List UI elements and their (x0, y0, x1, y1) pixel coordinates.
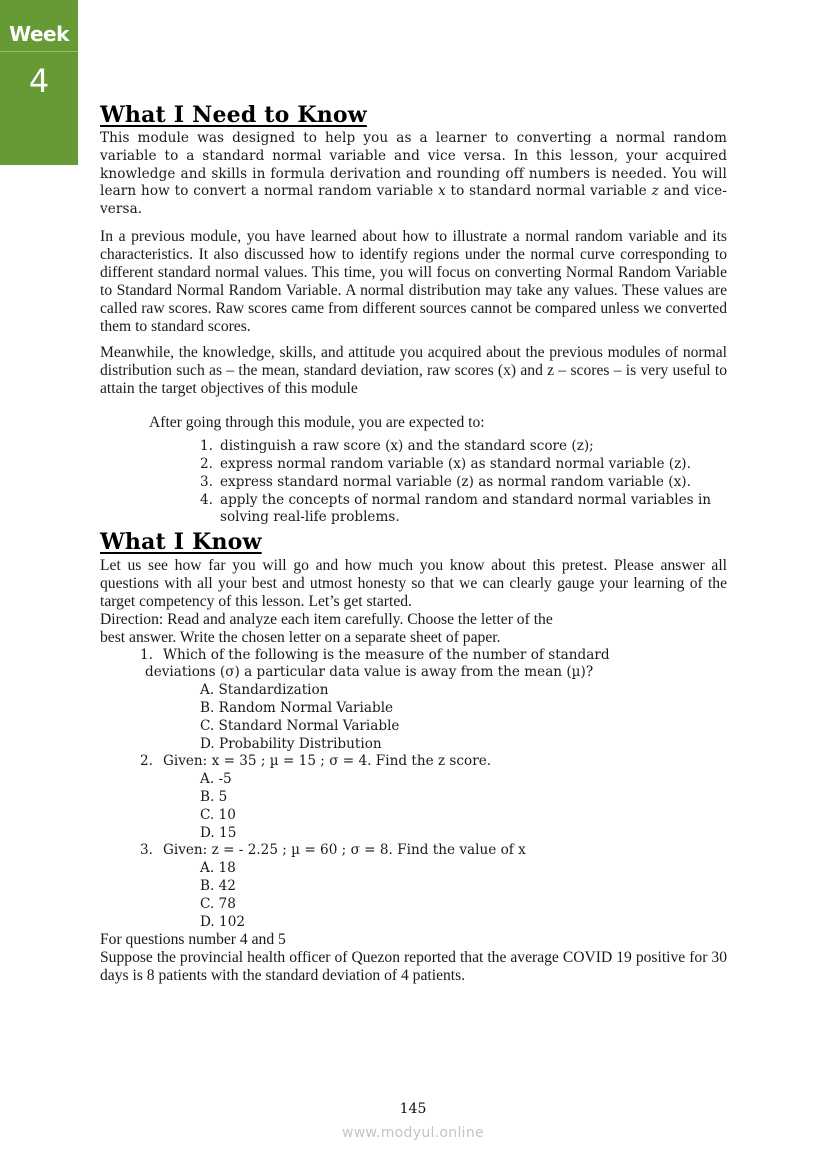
text-middle: to standard normal variable (445, 183, 652, 200)
objective-number: 3. (200, 473, 213, 490)
paragraph-module-purpose (100, 130, 727, 219)
question-3 (100, 842, 727, 931)
objective-number: 1. (200, 438, 213, 455)
direction-line-1: Direction: Read and analyze each item carefully. Choose the letter of the (100, 610, 553, 628)
objective-number: 2. (200, 455, 213, 472)
choice-d: D. 15 (200, 824, 237, 841)
objectives-intro: After going through this module, you are expected to: (149, 414, 485, 432)
text-before-x: This module was designed to help you as a learner to converting a normal random variable to a standard normal variable and vice versa. In this lesson, your acquired knowledge and skills in formula derivation and rounding off numbers is needed. You will learn how to convert a normal random variable (100, 130, 727, 200)
followup-scenario: Suppose the provincial health officer of Quezon reported that the average COVID 19 positive for 30 days is 8 patients with the standard deviation of 4 patients. (100, 949, 727, 985)
objective-text: distinguish a raw score (x) and the standard score (z); (220, 438, 594, 455)
objective-text: express normal random variable (x) as standard normal variable (z). (220, 455, 691, 472)
variable-x: x (437, 183, 446, 200)
page-content (100, 100, 727, 985)
paragraph-meanwhile: Meanwhile, the knowledge, skills, and attitude you acquired about the previous modules of normal distribution such as – the mean, standard deviation, raw scores (x) and z – scores – is very useful to attain the target objectives of this module (100, 344, 727, 398)
pretest-intro: Let us see how far you will go and how much you know about this pretest. Please answer all questions with all your best and utmost honesty so that we can clearly gauge your learning of the target competency of this lesson. Let’s get started. (100, 557, 727, 610)
objective-item (100, 438, 727, 456)
objective-number: 4. (200, 491, 213, 508)
page-number: 145 (399, 1101, 427, 1117)
choice-b: B. 5 (200, 789, 228, 806)
choice-b: B. 42 (200, 878, 236, 895)
week-number: 4 (28, 62, 50, 100)
question-stem (100, 647, 727, 665)
question-1 (100, 647, 727, 754)
heading-what-i-need-to-know: What I Need to Know (100, 102, 367, 128)
week-tab (0, 0, 78, 165)
question-number: 3. (140, 842, 153, 859)
followup-label: For questions number 4 and 5 (100, 931, 286, 949)
choice-c: C. 78 (200, 895, 236, 912)
choice-d: D. 102 (200, 913, 246, 930)
choice-c: C. Standard Normal Variable (200, 717, 400, 734)
choice-c: C. 10 (200, 806, 236, 823)
question-number: 2. (140, 753, 153, 770)
question-text: Which of the following is the measure of the number of standard (163, 646, 610, 663)
text-after-z: and vice-versa. (100, 183, 727, 218)
choice-a: A. -5 (200, 771, 232, 788)
choice-a: A. Standardization (200, 682, 329, 699)
variable-z: z (651, 183, 659, 200)
question-stem (100, 753, 727, 771)
objective-item (100, 474, 727, 492)
question-stem (100, 842, 727, 860)
choice-b: B. Random Normal Variable (200, 700, 394, 717)
question-2 (100, 753, 727, 842)
question-number: 1. (140, 646, 153, 663)
objective-item (100, 456, 727, 474)
objectives-list (100, 438, 727, 527)
choice-a: A. 18 (200, 860, 236, 877)
week-label: Week (9, 22, 69, 46)
heading-what-i-know: What I Know (100, 529, 262, 556)
question-stem-continued: deviations (σ) a particular data value is away from the mean (µ)? (145, 664, 594, 681)
direction-line-2: best answer. Write the chosen letter on a separate sheet of paper. (100, 628, 501, 646)
choice-d: D. Probability Distribution (200, 735, 382, 752)
week-tab-divider (0, 51, 78, 52)
question-text: Given: x = 35 ; µ = 15 ; σ = 4. Find the z score. (163, 753, 492, 770)
question-text: Given: z = - 2.25 ; µ = 60 ; σ = 8. Find the value of x (163, 842, 526, 859)
objective-item (100, 492, 727, 528)
objective-text: apply the concepts of normal random and standard normal variables in solving real-life problems. (220, 491, 712, 526)
paragraph-previous-module: In a previous module, you have learned about how to illustrate a normal random variable and its characteristics. It also discussed how to identify regions under the normal curve corresponding to different standard normal values. This time, you will focus on converting Normal Random Variable to Standard Normal Random Variable. A normal distribution may take any values. These values are called raw scores. Raw scores came from different sources cannot be compared unless we converted them to standard scores. (100, 227, 727, 335)
watermark-link[interactable]: www.modyul.online (342, 1125, 484, 1141)
objective-text: express standard normal variable (z) as normal random variable (x). (220, 473, 691, 490)
